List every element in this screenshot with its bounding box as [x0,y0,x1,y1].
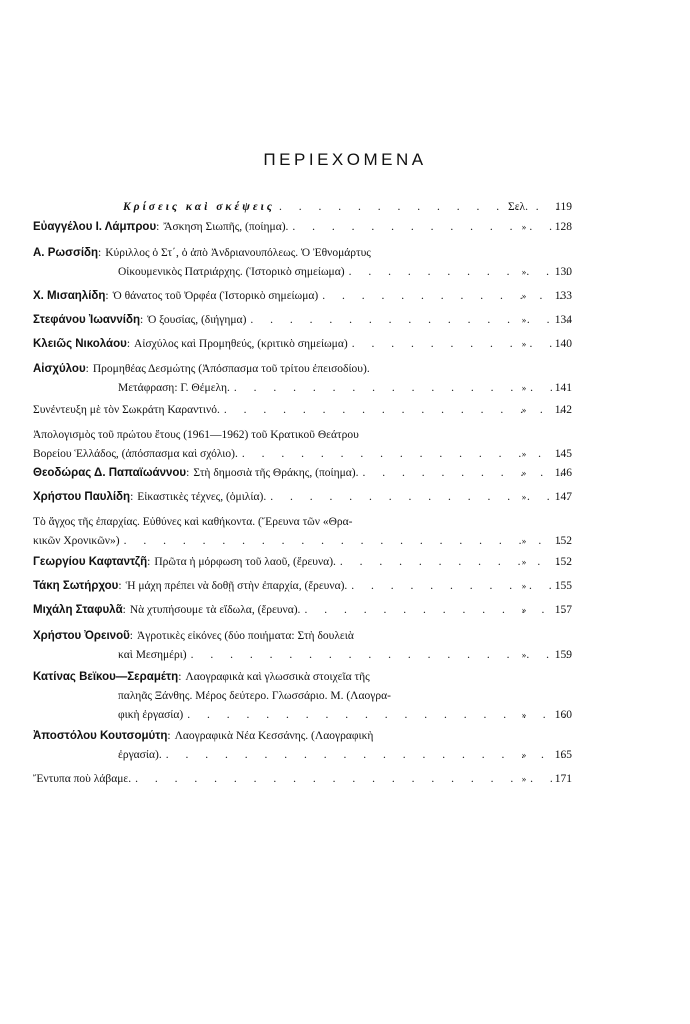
page-number: 147 [554,491,572,503]
dot-leader [352,335,569,354]
entry-author: Κλειῶς Νικολάου [33,338,127,350]
author-separator: : [129,630,133,642]
toc-entry[interactable] [33,488,573,507]
entry-author: Ἀποστόλου Κουτσομύτη [33,730,168,742]
entry-author: Εὐαγγέλου Ι. Λάμπρου [33,221,157,233]
page-number: 128 [554,221,572,233]
ditto-marker: » [521,605,527,615]
ditto-marker: » [521,383,527,393]
dot-leader [351,577,569,596]
page-number: 171 [554,773,572,785]
entry-author: Χρήστου Παυλίδη [33,491,131,503]
dot-leader [124,532,569,551]
toc-line [33,445,573,464]
author-separator: : [126,338,131,350]
dot-leader [166,746,569,765]
section-heading: Κρίσεις καὶ σκέψεις [123,201,275,213]
toc-line [33,727,573,746]
entry-title: Στὴ δημοσιὰ τῆς Θράκης, (ποίημα). [193,467,359,479]
toc-entry[interactable] [33,553,573,572]
toc-entry[interactable] [33,335,573,354]
dot-leader [135,770,569,789]
toc-entry[interactable] [33,770,573,789]
dot-leader [340,553,569,572]
toc-line [33,287,573,306]
toc-entry[interactable] [33,601,573,620]
ditto-marker: » [521,315,527,325]
entry-title: Ὁ ξουσίας, (διήγημα) [147,314,247,326]
page-number: 159 [554,649,572,661]
toc-entry[interactable] [33,668,573,725]
toc-line [33,426,573,445]
toc-line [33,577,573,596]
toc-line [33,401,573,420]
ditto-marker: » [521,581,527,591]
toc-line [33,687,573,706]
toc-line [33,668,573,687]
page-number: 133 [554,290,572,302]
entry-author: Γεωργίου Καφταντζῆ [33,556,148,568]
entry-title: Βορείου Ἑλλάδος, (ἀπόσπασμα καὶ σχόλιο). [33,448,238,460]
entry-title: Αἰσχύλος καὶ Προμηθεύς, (κριτικὸ σημείωμα) [134,338,348,350]
toc-line [33,770,573,789]
ditto-marker: » [521,468,527,478]
entry-author: Στεφάνου Ἰωαννίδη [33,314,140,326]
ditto-marker: » [521,339,527,349]
toc-line [33,627,573,646]
page-number: 152 [554,556,572,568]
page-number: 130 [554,266,572,278]
ditto-marker: » [521,650,527,660]
entry-author: Α. Ρωσσίδη [33,247,99,259]
toc-entry[interactable] [33,513,573,551]
toc-line [33,263,573,282]
toc-line [33,746,573,765]
page-number: 157 [554,604,572,616]
author-separator: : [118,580,122,592]
ditto-marker: » [521,557,527,567]
entry-title: ἐργασία). [118,749,162,761]
author-separator: : [186,467,190,479]
author-separator: : [156,221,160,233]
entry-author: Τάκη Σωτήρχου [33,580,119,592]
toc-entry[interactable] [33,311,573,330]
page-number: 165 [554,749,572,761]
author-separator: : [130,491,134,503]
entry-title: καὶ Μεσημέρι) [118,649,187,661]
entry-title: Ἔντυπα ποὺ λάβαμε. [33,773,132,785]
entry-author: Μιχάλη Σταφυλᾶ [33,604,123,616]
entry-title: Συνέντευξη μὲ τὸν Σωκράτη Καραντινό. [33,404,220,416]
author-separator: : [98,247,102,259]
entry-author: Θεοδώρας Δ. Παπαϊωάννου [33,467,187,479]
entry-title: Πρῶτα ἡ μόρφωση τοῦ λαοῦ, (ἔρευνα). [154,556,336,568]
entry-title: Οἰκουμενικὸς Πατριάρχης. (Ἱστορικὸ σημείωμα) [118,266,345,278]
ditto-marker: » [521,710,527,720]
toc-entry[interactable] [33,360,573,398]
entry-title: Ἀπολογισμὸς τοῦ πρώτου ἔτους (1961—1962) τοῦ Κρατικοῦ Θεάτρου [33,429,359,441]
page-number: 141 [554,382,572,394]
page-number: 119 [555,201,572,213]
entry-author: Χ. Μισαηλίδη [33,290,106,302]
entry-title: φικὴ ἐργασία) [118,709,184,721]
page-number: 140 [554,338,572,350]
entry-author: Αἰσχύλου [33,363,86,375]
author-separator: : [122,604,126,616]
toc-entry[interactable] [33,577,573,596]
entry-title: Τὸ ἄγχος τῆς ἐπαρχίας. Εὐθύνες καὶ καθήκοντα. (Ἔρευνα τῶν «Θρα- [33,516,353,528]
entry-title: Νὰ χτυπήσουμε τὰ εἴδωλα, (ἔρευνα). [129,604,301,616]
entry-title: Κύριλλος ὁ Στ΄, ὁ ἀπὸ Ἀνδριανουπόλεως. Ὁ Ἐθνομάρτυς [105,247,371,259]
toc-line [33,311,573,330]
section-heading-row [33,198,573,217]
entry-title: Μετάφραση: Γ. Θέμελη. [118,382,230,394]
entry-author: Κατίνας Βεϊκου—Σεραμέτη [33,671,179,683]
toc-entry[interactable] [33,627,573,665]
toc-entry[interactable] [33,218,573,237]
toc-entry[interactable] [33,426,573,464]
author-separator: : [140,314,144,326]
author-separator: : [85,363,89,375]
entry-title: κικῶν Χρονικῶν») [33,535,120,547]
author-separator: : [147,556,151,568]
page-number: 142 [554,404,572,416]
ditto-marker: » [521,750,527,760]
page-number: 160 [554,709,572,721]
ditto-marker: » [521,291,527,301]
page-number: 146 [554,467,572,479]
toc-line [33,198,573,217]
ditto-marker: » [521,222,527,232]
entry-title: Προμηθέας Δεσμώτης (Ἀπόσπασμα τοῦ τρίτου ἐπεισοδίου). [92,363,370,375]
dot-leader [349,263,569,282]
toc-entry[interactable] [33,464,573,483]
entry-title: Λαογραφικὰ καὶ γλωσσικὰ στοιχεῖα τῆς [185,671,370,683]
toc-entry[interactable] [33,244,573,282]
dot-leader [322,287,569,306]
author-separator: : [167,730,171,742]
toc-line [33,553,573,572]
dot-leader [191,646,569,665]
entry-title: Λαογραφικὰ Νέα Κεσσάνης. (Λαογραφικὴ [174,730,374,742]
entry-author: Χρήστου Ὀρεινοῦ [33,630,130,642]
toc-line [33,488,573,507]
toc-line [33,379,573,398]
toc-line [33,646,573,665]
page-title: ΠΕΡΙΕΧΟΜΕΝΑ [263,150,427,169]
page-number: 145 [554,448,572,460]
entry-title: Ὁ θάνατος τοῦ Ὀρφέα (Ἱστορικὸ σημείωμα) [112,290,319,302]
page-number: 155 [554,580,572,592]
toc-entry[interactable] [33,401,573,420]
toc-line [33,464,573,483]
toc-line [33,706,573,725]
ditto-marker: » [521,536,527,546]
ditto-marker: » [521,405,527,415]
author-separator: : [178,671,182,683]
ditto-marker: » [521,774,527,784]
toc-line [33,360,573,379]
toc-entry[interactable] [33,727,573,765]
toc-entry[interactable] [33,287,573,306]
entry-title: Ἄσκηση Σιωπῆς, (ποίημα). [163,221,289,233]
toc-line [33,335,573,354]
ditto-marker: » [521,492,527,502]
toc-line [33,244,573,263]
page-number: 134 [554,314,572,326]
toc-line [33,218,573,237]
entry-title: παληᾶς Ξάνθης. Μέρος δεύτερο. Γλωσσάριο. Μ. (Λαογρα- [118,690,391,702]
toc-line [33,513,573,532]
page-number: 152 [554,535,572,547]
author-separator: : [105,290,109,302]
toc-line [33,601,573,620]
page-label: Σελ. [508,201,528,213]
ditto-marker: » [521,449,527,459]
entry-title: Εἰκαστικὲς τέχνες, (ὁμιλία). [137,491,267,503]
toc-line [33,532,573,551]
dot-leader [187,706,569,725]
ditto-marker: » [521,267,527,277]
entry-title: Ἡ μάχη πρέπει νὰ δοθῇ στὴν ἐπαρχία, (ἔρευνα). [125,580,348,592]
entry-title: Ἀγροτικὲς εἰκόνες (δύο ποιήματα: Στὴ δουλειὰ [137,630,354,642]
